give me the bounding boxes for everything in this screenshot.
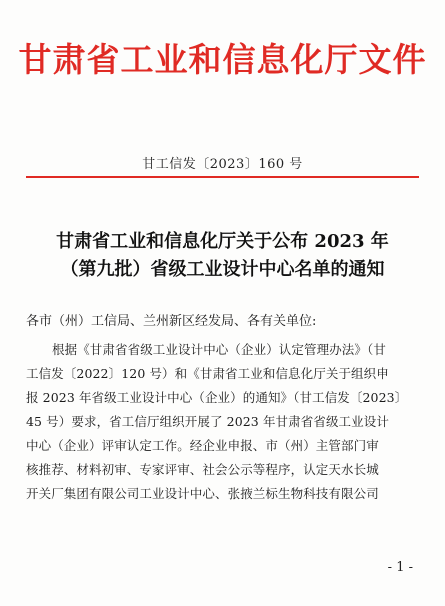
body-line: 工信发〔2022〕120 号）和《甘肃省工业和信息化厅关于组织申 xyxy=(26,366,389,381)
document-number: 甘工信发〔2023〕160 号 xyxy=(142,157,303,172)
red-divider-line xyxy=(26,176,419,178)
body-line: 核推荐、材料初审、专家评审、社会公示等程序，认定天水长城 xyxy=(26,462,379,477)
notice-title-line-2: （第九批）省级工业设计中心名单的通知 xyxy=(60,259,385,280)
body-line: 根据《甘肃省省级工业设计中心（企业）认定管理办法》（甘 xyxy=(52,342,386,357)
body-line: 45 号）要求，省工信厅组织开展了 2023 年甘肃省省级工业设计 xyxy=(26,414,389,429)
salutation: 各市（州）工信局、兰州新区经发局、各有关单位: xyxy=(26,314,317,329)
body-text xyxy=(26,338,421,506)
body-line: 开关厂集团有限公司工业设计中心、张掖兰标生物科技有限公司 xyxy=(26,486,379,501)
body-line: 中心（企业）评审认定工作。经企业申报、市（州）主管部门审 xyxy=(26,438,379,453)
page-number: - 1 - xyxy=(387,560,413,575)
letterhead-title: 甘肃省工业和信息化厅文件 xyxy=(18,40,427,79)
notice-title xyxy=(0,228,445,284)
notice-title-line-1: 甘肃省工业和信息化厅关于公布 2023 年 xyxy=(56,231,389,252)
body-line: 报 2023 年省级工业设计中心（企业）的通知》（甘工信发〔2023〕 xyxy=(26,390,408,405)
